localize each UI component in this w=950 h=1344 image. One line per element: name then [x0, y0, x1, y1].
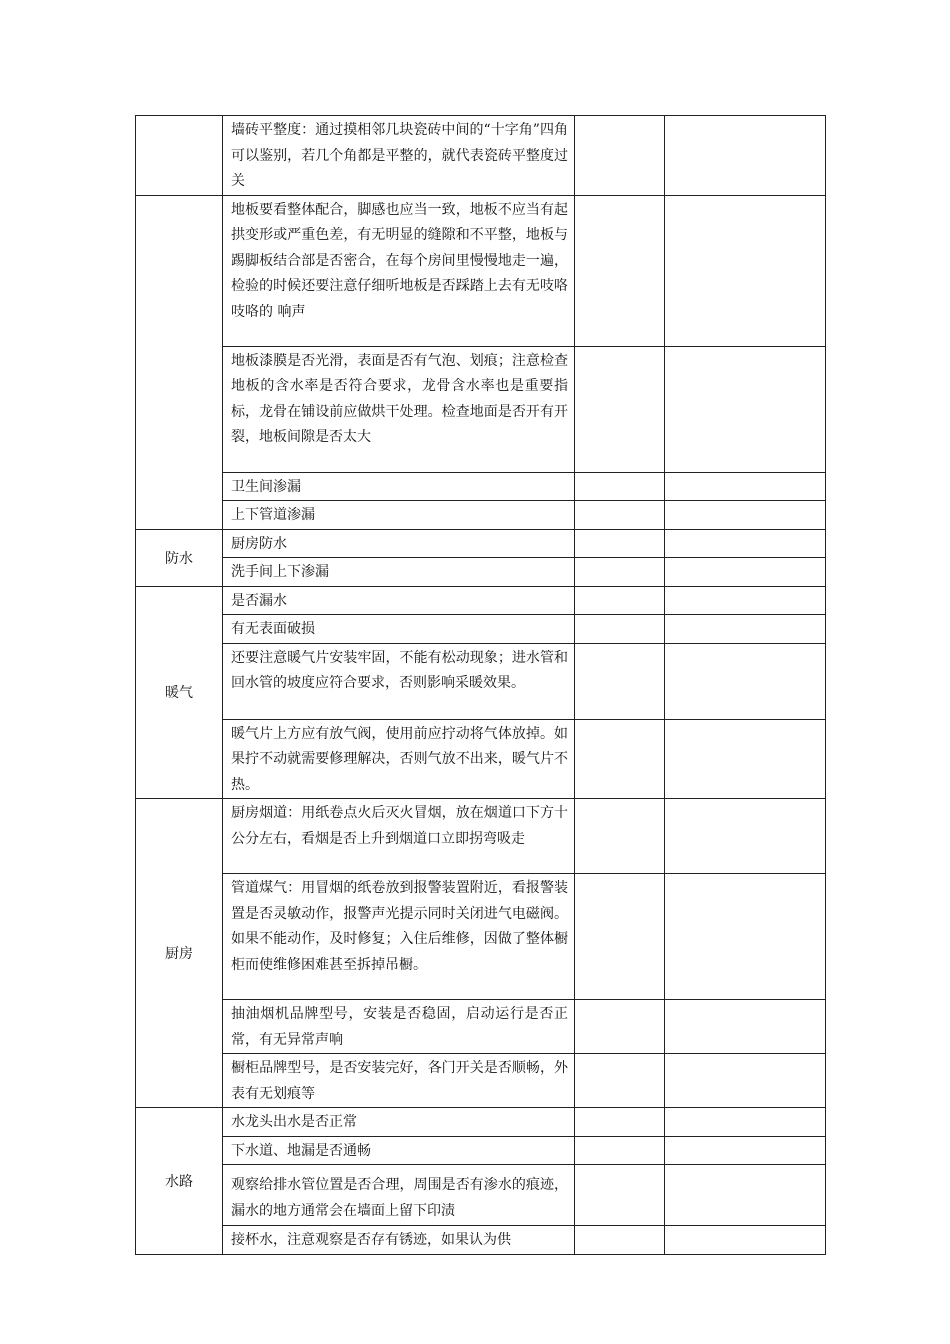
- result-cell: [575, 1226, 665, 1255]
- result-cell: [575, 529, 665, 558]
- table-row: [136, 615, 826, 644]
- remark-cell: [665, 615, 826, 644]
- table-row: [136, 1054, 826, 1108]
- table-row: [136, 472, 826, 501]
- result-cell: [575, 501, 665, 530]
- remark-cell: [665, 529, 826, 558]
- result-cell: [575, 1136, 665, 1165]
- remark-cell: [665, 501, 826, 530]
- remark-cell: [665, 1054, 826, 1108]
- remark-cell: [665, 586, 826, 615]
- table-row: [136, 874, 826, 1000]
- check-item: 还要注意暖气片安装牢固，不能有松动现象；进水管和回水管的坡度应符合要求，否则影响采暖效果。: [223, 643, 575, 719]
- table-row: [136, 116, 826, 196]
- remark-cell: [665, 719, 826, 799]
- table-row: [136, 1165, 826, 1226]
- table-row: [136, 195, 826, 346]
- check-item: 有无表面破损: [223, 615, 575, 644]
- remark-cell: [665, 1226, 826, 1255]
- table-row: [136, 586, 826, 615]
- check-item: 墙砖平整度：通过摸相邻几块瓷砖中间的“十字角”四角可以鉴别，若几个角都是平整的，就代表瓷砖平整度过关: [223, 116, 575, 196]
- remark-cell: [665, 799, 826, 874]
- check-item: 接杯水，注意观察是否存有锈迹，如果认为供: [223, 1226, 575, 1255]
- table-row: [136, 1108, 826, 1137]
- check-item: 下水道、地漏是否通畅: [223, 1136, 575, 1165]
- result-cell: [575, 799, 665, 874]
- check-item: 地板漆膜是否光滑，表面是否有气泡、划痕；注意检查地板的含水率是否符合要求，龙骨含水率也是重要指标，龙骨在铺设前应做烘干处理。检查地面是否开有开裂，地板间隙是否太大: [223, 346, 575, 472]
- result-cell: [575, 1165, 665, 1226]
- table-row: [136, 1136, 826, 1165]
- table-row: [136, 799, 826, 874]
- inspection-table: [135, 115, 826, 1255]
- check-item: 上下管道渗漏: [223, 501, 575, 530]
- result-cell: [575, 1000, 665, 1054]
- check-item: 卫生间渗漏: [223, 472, 575, 501]
- category-cell: 水路: [136, 1108, 223, 1255]
- result-cell: [575, 1054, 665, 1108]
- category-cell: 暖气: [136, 586, 223, 799]
- remark-cell: [665, 643, 826, 719]
- result-cell: [575, 874, 665, 1000]
- check-item: 厨房防水: [223, 529, 575, 558]
- table-row: [136, 1000, 826, 1054]
- result-cell: [575, 643, 665, 719]
- remark-cell: [665, 1000, 826, 1054]
- check-item: 橱柜品牌型号，是否安装完好，各门开关是否顺畅，外表有无划痕等: [223, 1054, 575, 1108]
- check-item: 观察给排水管位置是否合理，周围是否有渗水的痕迹，漏水的地方通常会在墙面上留下印渍: [223, 1165, 575, 1226]
- result-cell: [575, 472, 665, 501]
- remark-cell: [665, 1108, 826, 1137]
- table-row: [136, 346, 826, 472]
- check-item: 洗手间上下渗漏: [223, 558, 575, 587]
- remark-cell: [665, 116, 826, 196]
- check-item: 暖气片上方应有放气阀，使用前应拧动将气体放掉。如果拧不动就需要修理解决，否则气放不出来，暖气片不热。: [223, 719, 575, 799]
- table-row: [136, 643, 826, 719]
- table-row: [136, 529, 826, 558]
- remark-cell: [665, 195, 826, 346]
- category-cell: 厨房: [136, 799, 223, 1108]
- result-cell: [575, 558, 665, 587]
- check-item: 是否漏水: [223, 586, 575, 615]
- category-cell: [136, 116, 223, 196]
- table-row: [136, 719, 826, 799]
- result-cell: [575, 586, 665, 615]
- check-item: 管道煤气：用冒烟的纸卷放到报警装置附近，看报警装置是否灵敏动作，报警声光提示同时关闭进气电磁阀。如果不能动作，及时修复；入住后维修，因做了整体橱柜而使维修困难甚至拆掉吊橱。: [223, 874, 575, 1000]
- table-row: [136, 1226, 826, 1255]
- remark-cell: [665, 346, 826, 472]
- result-cell: [575, 195, 665, 346]
- result-cell: [575, 719, 665, 799]
- remark-cell: [665, 472, 826, 501]
- check-item: 厨房烟道：用纸卷点火后灭火冒烟，放在烟道口下方十公分左右，看烟是否上升到烟道口立即拐弯吸走: [223, 799, 575, 874]
- result-cell: [575, 346, 665, 472]
- check-item: 抽油烟机品牌型号，安装是否稳固，启动运行是否正常，有无异常声响: [223, 1000, 575, 1054]
- result-cell: [575, 615, 665, 644]
- remark-cell: [665, 1136, 826, 1165]
- result-cell: [575, 116, 665, 196]
- remark-cell: [665, 874, 826, 1000]
- table-row: [136, 558, 826, 587]
- check-item: 地板要看整体配合，脚感也应当一致，地板不应当有起拱变形或严重色差，有无明显的缝隙和不平整，地板与踢脚板结合部是否密合，在每个房间里慢慢地走一遍，检验的时候还要注意仔细听地板是否踩踏上去有无吱咯吱咯的 响声: [223, 195, 575, 346]
- category-cell: 防水: [136, 529, 223, 586]
- remark-cell: [665, 1165, 826, 1226]
- category-cell: [136, 195, 223, 529]
- result-cell: [575, 1108, 665, 1137]
- check-item: 水龙头出水是否正常: [223, 1108, 575, 1137]
- remark-cell: [665, 558, 826, 587]
- table-row: [136, 501, 826, 530]
